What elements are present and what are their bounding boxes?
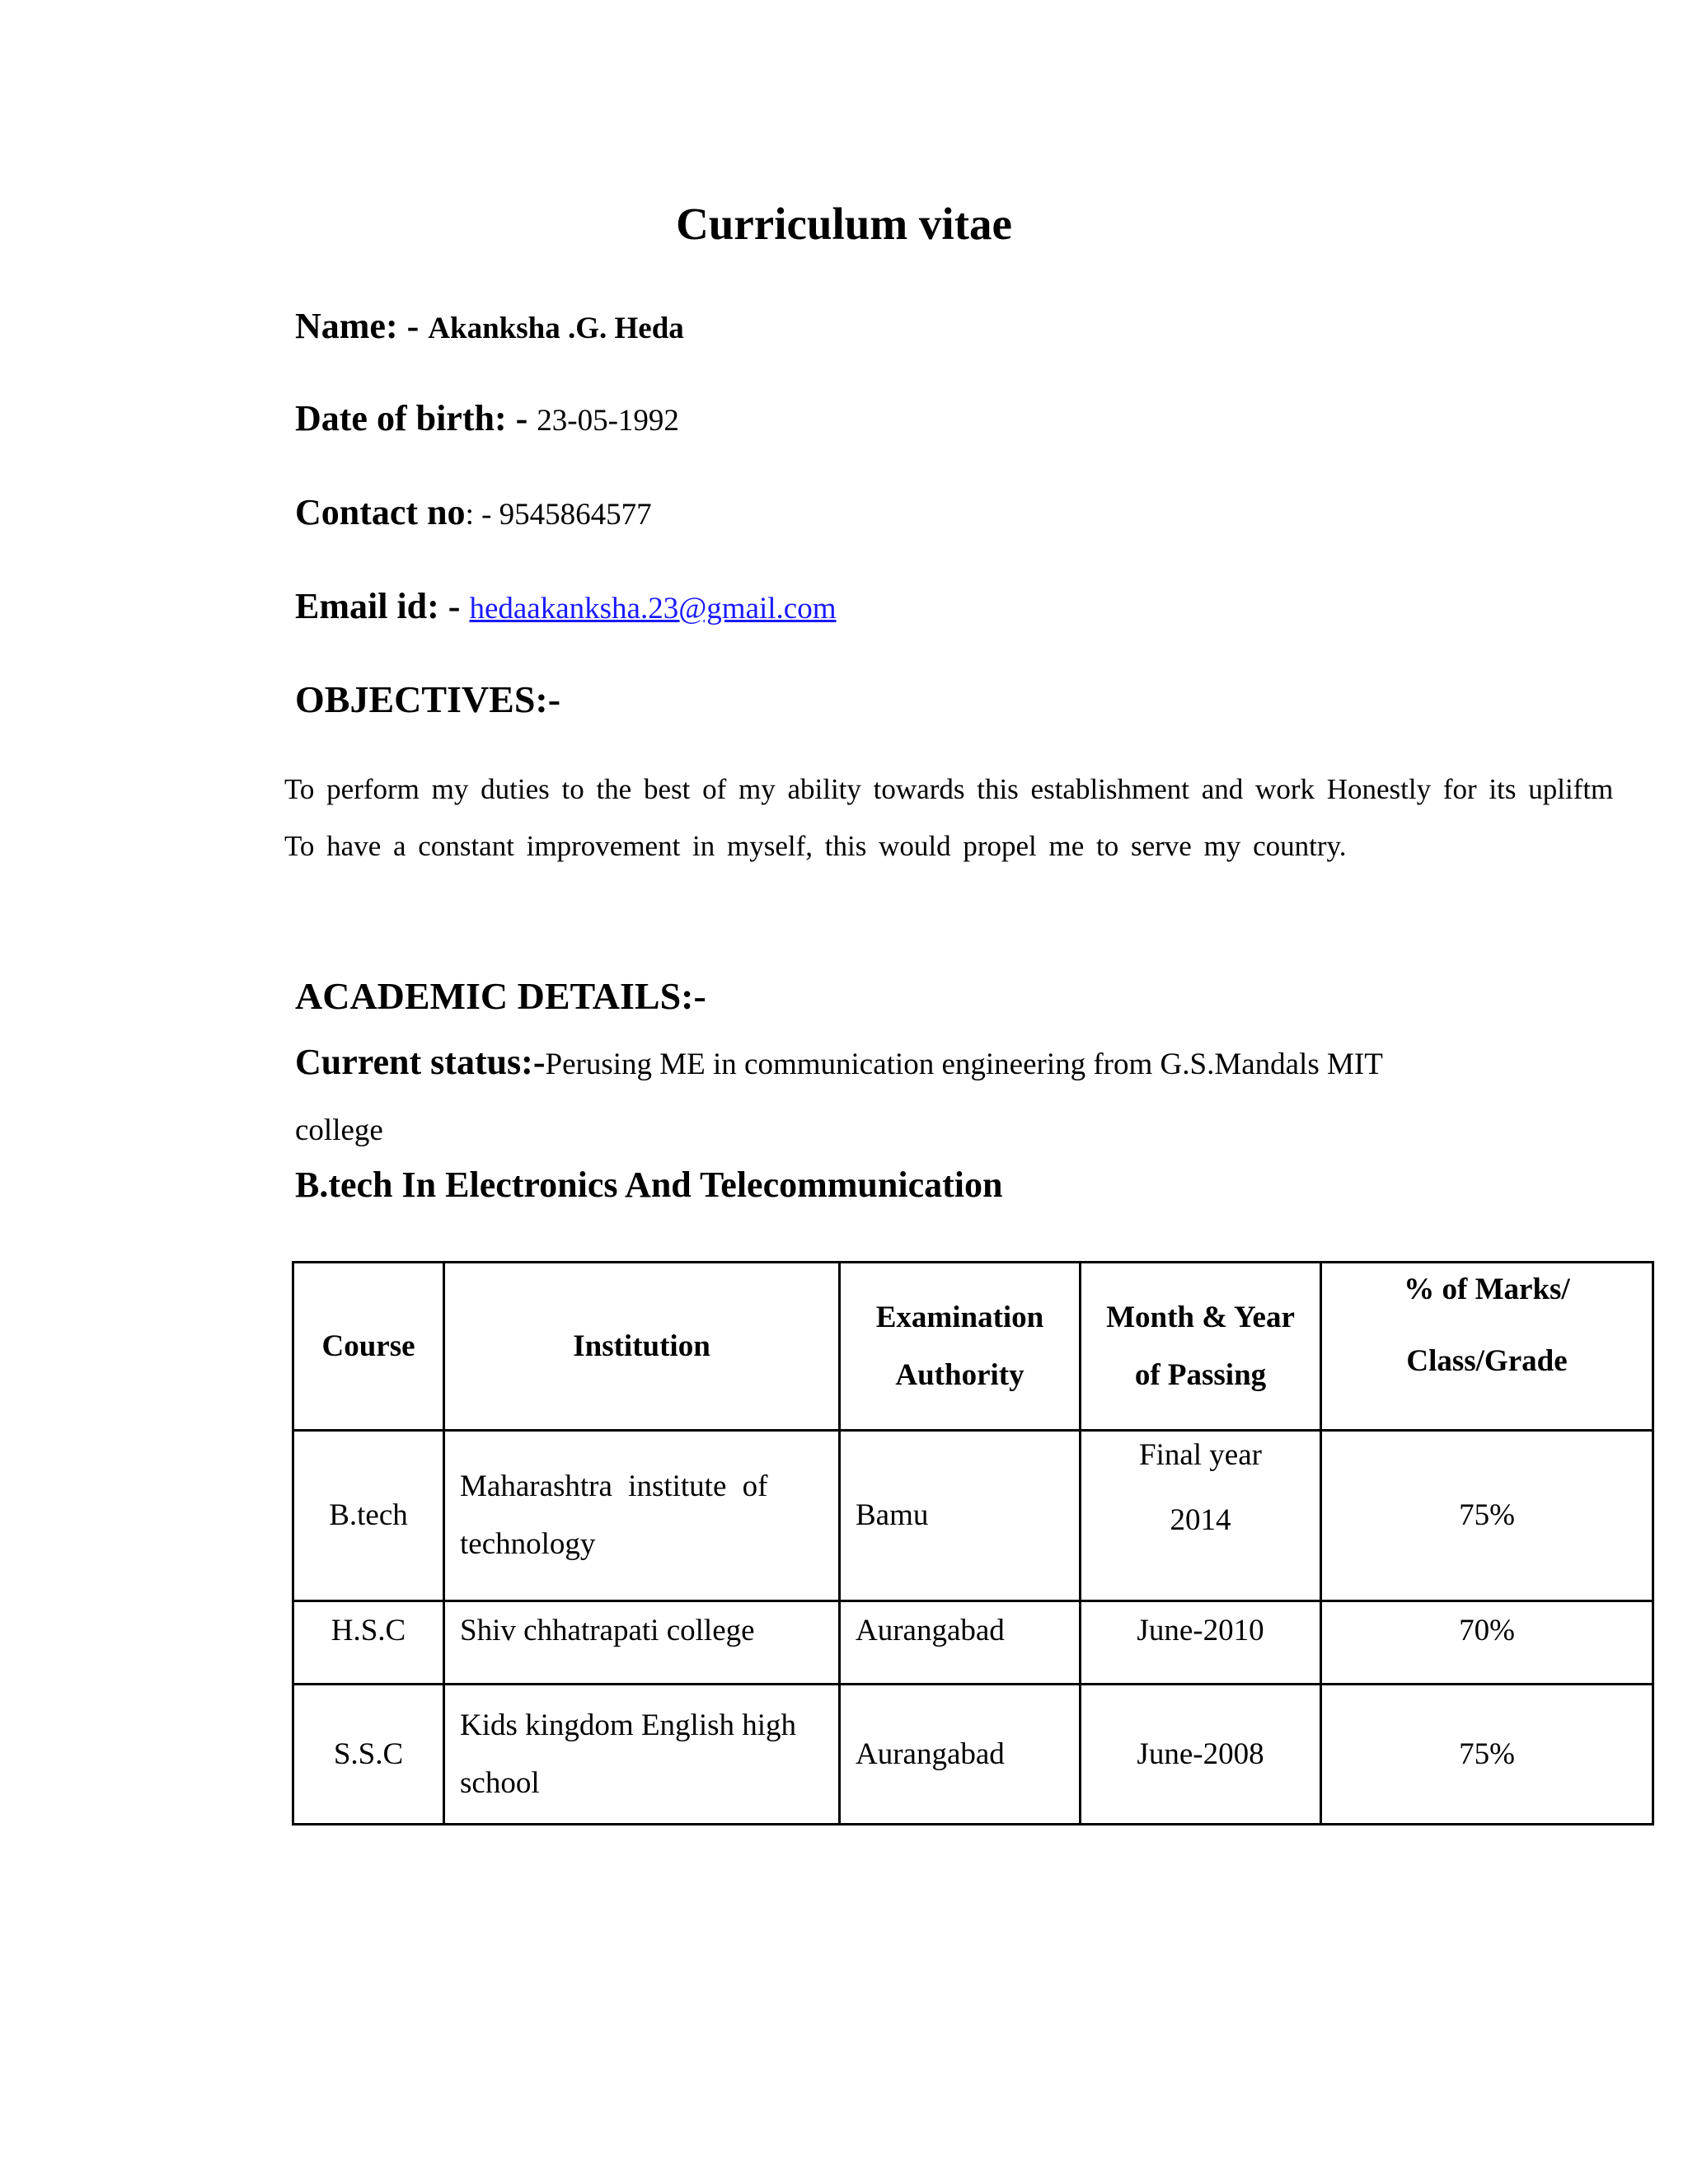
cell-marks: 70% bbox=[1321, 1601, 1653, 1685]
cell-passing: June-2008 bbox=[1081, 1685, 1321, 1825]
table-row bbox=[293, 1601, 1653, 1685]
email-label: Email id: - bbox=[295, 586, 470, 626]
current-status-continued: college bbox=[295, 1113, 383, 1147]
cell-authority: Bamu bbox=[840, 1431, 1081, 1601]
academic-heading: ACADEMIC DETAILS:- bbox=[295, 975, 706, 1017]
contact-label: Contact no bbox=[295, 492, 466, 532]
cell-passing: Final year 2014 bbox=[1081, 1431, 1321, 1601]
table-header-row bbox=[293, 1263, 1653, 1431]
cell-institution: Maharashtra institute of technology bbox=[444, 1431, 840, 1601]
cell-institution: Shiv chhatrapati college bbox=[444, 1601, 840, 1685]
degree-heading: B.tech In Electronics And Telecommunication bbox=[295, 1165, 1003, 1205]
name-separator: : - bbox=[385, 306, 429, 346]
name-value: Akanksha .G. Heda bbox=[428, 312, 684, 345]
objective-line-1: To perform my duties to the best of my ability towards this establishment and work Honestly for its upliftm bbox=[284, 773, 1614, 805]
current-status-label: Current status:- bbox=[295, 1042, 546, 1082]
name-label: Name bbox=[295, 306, 386, 346]
header-marks: % of Marks/ Class/Grade bbox=[1321, 1263, 1653, 1431]
academic-table bbox=[292, 1261, 1654, 1825]
table-row bbox=[293, 1431, 1653, 1601]
contact-field bbox=[295, 491, 652, 533]
page-title: Curriculum vitae bbox=[676, 199, 1012, 249]
contact-value: 9545864577 bbox=[499, 498, 652, 532]
cell-course: B.tech bbox=[293, 1431, 444, 1601]
email-link[interactable]: hedaakanksha.23@gmail.com bbox=[469, 592, 837, 626]
cell-institution: Kids kingdom English high school bbox=[444, 1685, 840, 1825]
dob-field bbox=[295, 397, 679, 439]
cell-course: H.S.C bbox=[293, 1601, 444, 1685]
objectives-heading: OBJECTIVES:- bbox=[295, 678, 561, 720]
header-institution: Institution bbox=[444, 1263, 840, 1431]
cell-authority: Aurangabad bbox=[840, 1601, 1081, 1685]
objective-line-2: To have a constant improvement in myself, this would propel me to serve my country. bbox=[284, 830, 1347, 862]
header-authority: Examination Authority bbox=[840, 1263, 1081, 1431]
header-course: Course bbox=[293, 1263, 444, 1431]
contact-separator: : - bbox=[465, 498, 499, 532]
cell-marks: 75% bbox=[1321, 1685, 1653, 1825]
header-passing: Month & Year of Passing bbox=[1081, 1263, 1321, 1431]
table-row bbox=[293, 1685, 1653, 1825]
cell-authority: Aurangabad bbox=[840, 1685, 1081, 1825]
current-status bbox=[295, 1041, 1383, 1083]
name-field bbox=[295, 305, 684, 347]
current-status-text: Perusing ME in communication engineering from G.S.Mandals MIT bbox=[545, 1047, 1383, 1081]
dob-value: 23-05-1992 bbox=[537, 404, 679, 438]
cell-marks: 75% bbox=[1321, 1431, 1653, 1601]
email-field bbox=[295, 585, 837, 627]
dob-label: Date of birth: - bbox=[295, 398, 537, 438]
cell-passing: June-2010 bbox=[1081, 1601, 1321, 1685]
cell-course: S.S.C bbox=[293, 1685, 444, 1825]
